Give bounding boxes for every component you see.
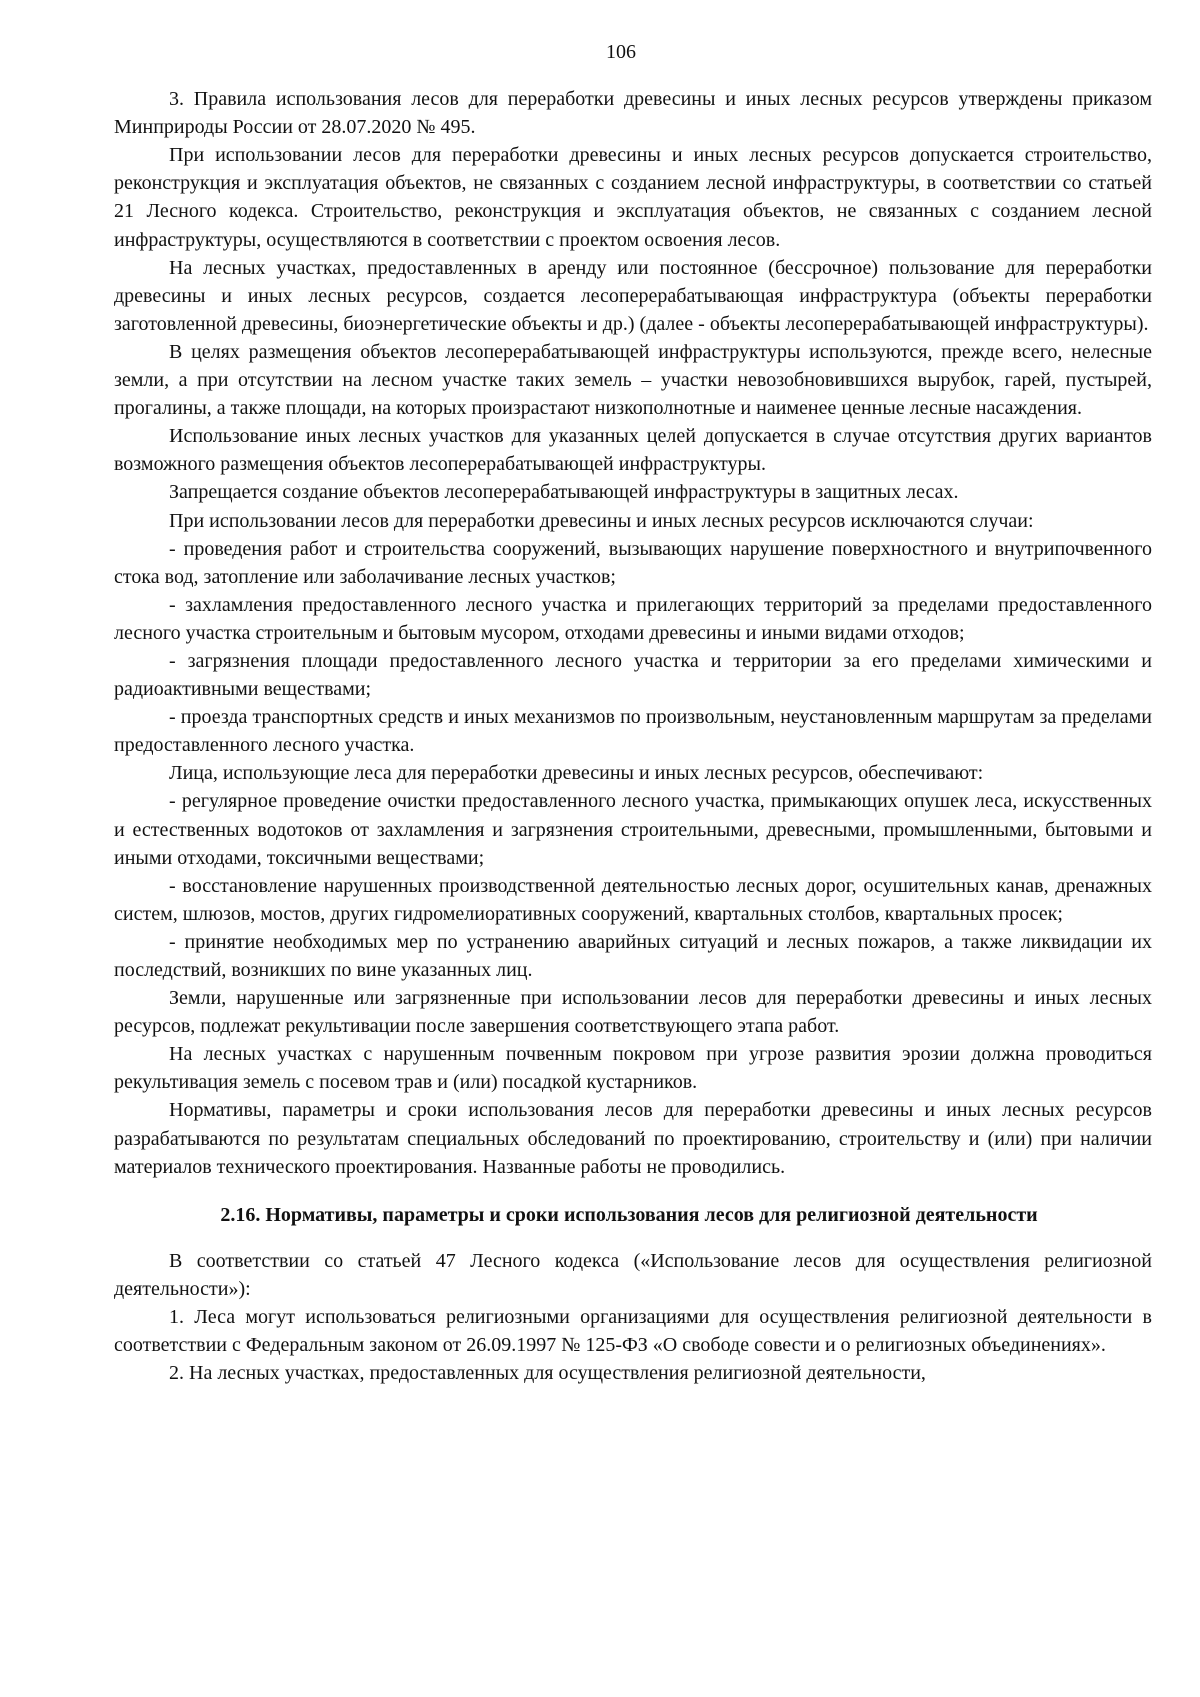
paragraph: Земли, нарушенные или загрязненные при использовании лесов для переработки древесины и иных лесных ресурсов, подлежат рекультивации после завершения соответствующего этапа работ.: [114, 987, 1152, 1038]
list-item: - захламления предоставленного лесного участка и прилегающих территорий за пределами предоставленного лесного участка строительным и бытовым мусором, отходами древесины и иными видами отходов;: [114, 593, 1152, 644]
paragraph: На лесных участках с нарушенным почвенным покровом при угрозе развития эрозии должна проводиться рекультивация земель с посевом трав и (или) посадкой кустарников.: [114, 1043, 1152, 1094]
section-heading: 2.16. Нормативы, параметры и сроки использования лесов для религиозной деятельности: [220, 1203, 1038, 1226]
section-body-before: [114, 85, 1152, 1181]
list-item: - принятие необходимых мер по устранению аварийных ситуаций и лесных пожаров, а также ликвидации их последствий, возникших по вине указанных лиц.: [114, 930, 1152, 981]
list-item: - проезда транспортных средств и иных механизмов по произвольным, неустановленным маршрутам за пределами предоставленного лесного участка.: [114, 706, 1152, 757]
page-number: 106: [606, 41, 636, 63]
list-item: - проведения работ и строительства сооружений, вызывающих нарушение поверхностного и внутрипочвенного стока вод, затопление или заболачивание лесных участков;: [114, 537, 1152, 588]
paragraph: Лица, использующие леса для переработки древесины и иных лесных ресурсов, обеспечивают:: [169, 762, 984, 785]
paragraph: При использовании лесов для переработки древесины и иных лесных ресурсов исключаются случаи:: [169, 509, 1034, 532]
paragraph: При использовании лесов для переработки древесины и иных лесных ресурсов допускается строительство, реконструкция и эксплуатация объектов, не связанных с созданием лесной инфраструктуры, в соответствии со статьей 21 Лесного кодекса. Строительство, реконструкция и эксплуатация объектов, не связанных с созданием лесной инфраструктуры, осуществляются в соответствии с проектом освоения лесов.: [114, 144, 1152, 251]
paragraph: В соответствии со статьей 47 Лесного кодекса («Использование лесов для осуществления религиозной деятельности»):: [114, 1249, 1152, 1300]
list-item: - восстановление нарушенных производственной деятельностью лесных дорог, осушительных канав, дренажных систем, шлюзов, мостов, других гидромелиоративных сооружений, квартальных столбов, квартальных просек;: [114, 874, 1152, 925]
list-item: - загрязнения площади предоставленного лесного участка и территории за его пределами химическими и радиоактивными веществами;: [114, 649, 1152, 701]
section-body-after: [114, 1247, 1152, 1387]
paragraph: Использование иных лесных участков для указанных целей допускается в случае отсутствия других вариантов возможного размещения объектов лесоперерабатывающей инфраструктуры.: [114, 425, 1152, 476]
paragraph: В целях размещения объектов лесоперерабатывающей инфраструктуры используются, прежде всего, нелесные земли, а при отсутствии на лесном участке таких земель – участки невозобновившихся вырубок, гарей, пустырей, прогалины, а также площади, на которых произрастают низкополнотные и наименее ценные лесные насаждения.: [114, 340, 1152, 420]
paragraph: Нормативы, параметры и сроки использования лесов для переработки древесины и иных лесных ресурсов разрабатываются по результатам специальных обследований по проектированию, строительству и (или) при наличии материалов технического проектирования. Названные работы не проводились.: [114, 1099, 1152, 1178]
list-item: - регулярное проведение очистки предоставленного лесного участка, примыкающих опушек леса, искусственных и естественных водотоков от захламления и загрязнения строительными, древесными, промышленными, бытовыми и иными отходами, токсичными веществами;: [114, 790, 1152, 869]
paragraph: 3. Правила использования лесов для переработки древесины и иных лесных ресурсов утверждены приказом Минприроды России от 28.07.2020 № 495.: [114, 88, 1152, 139]
paragraph: На лесных участках, предоставленных в аренду или постоянное (бессрочное) пользование для переработки древесины и иных лесных ресурсов, создается лесоперерабатывающая инфраструктура (объекты переработки заготовленной древесины, биоэнергетические объекты и др.) (далее - объекты лесоперерабатывающей инфраструктуры).: [114, 256, 1152, 335]
paragraph: 1. Леса могут использоваться религиозными организациями для осуществления религиозной деятельности в соответствии с Федеральным законом от 26.09.1997 № 125-ФЗ «О свободе совести и о религиозных объединениях».: [114, 1305, 1152, 1357]
paragraph: 2. На лесных участках, предоставленных для осуществления религиозной деятельности,: [169, 1362, 926, 1385]
paragraph: Запрещается создание объектов лесоперерабатывающей инфраструктуры в защитных лесах.: [169, 481, 959, 504]
